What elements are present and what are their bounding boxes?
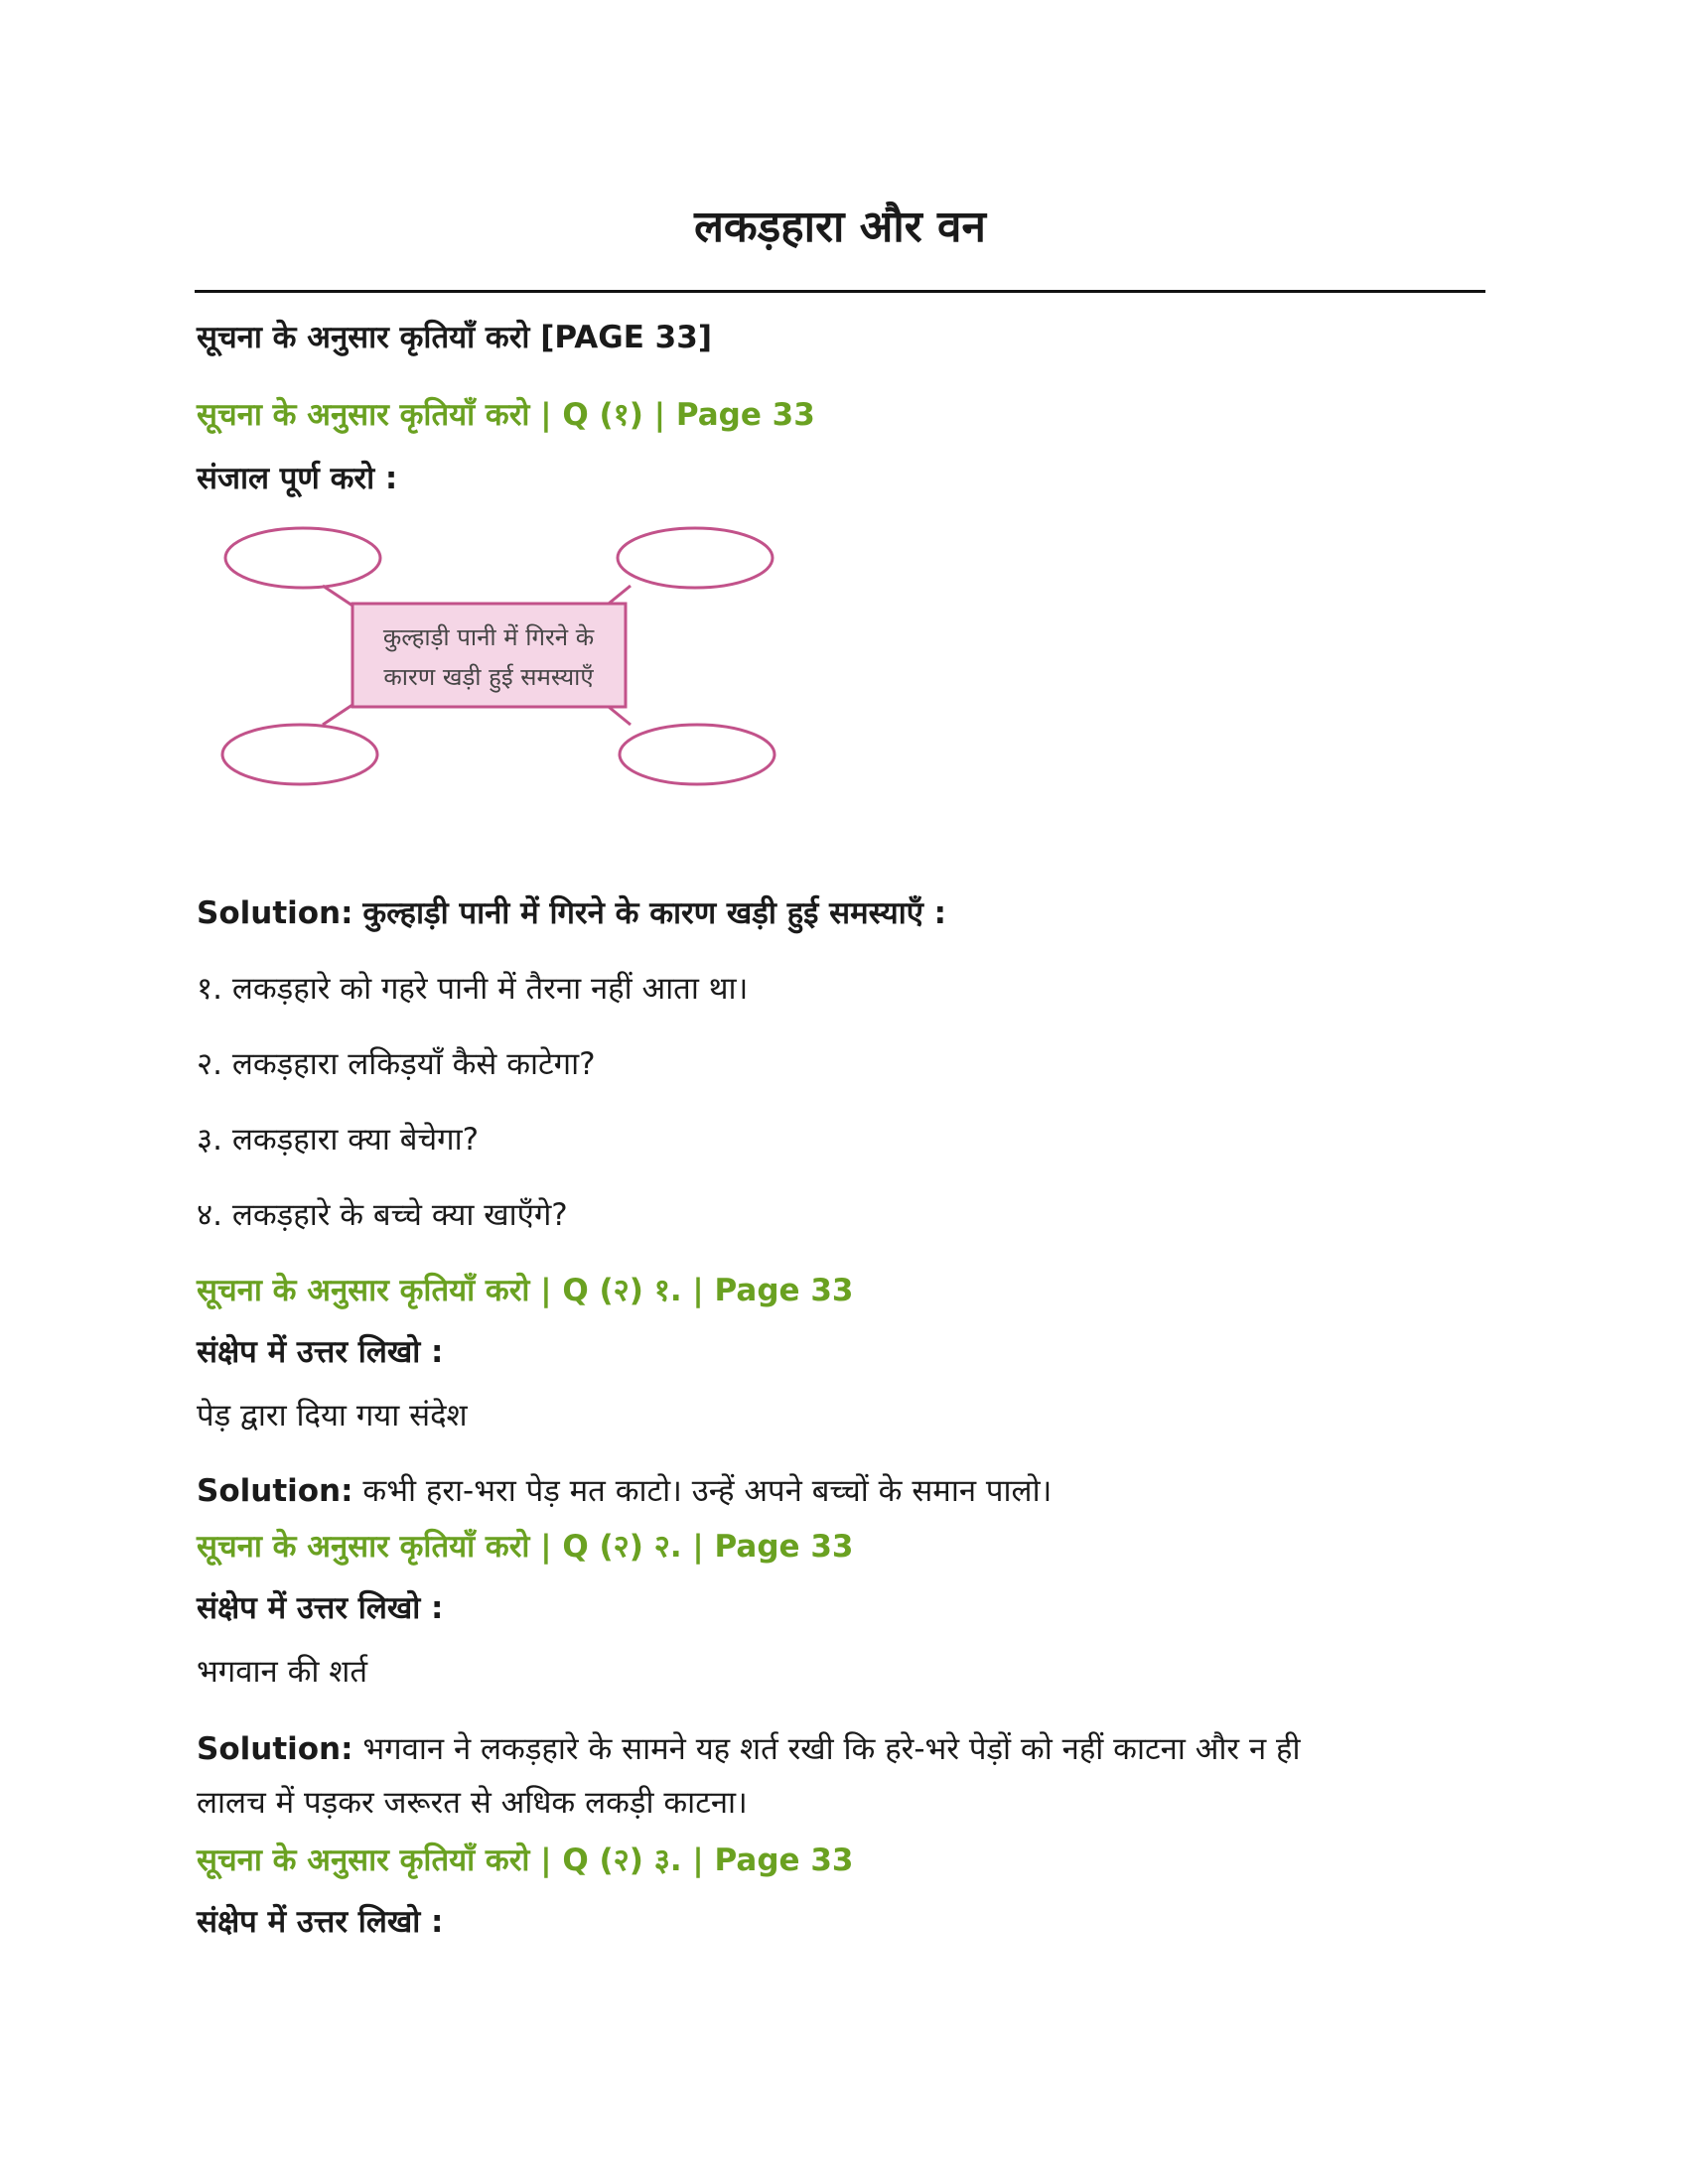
- q1-solution: [197, 893, 1487, 935]
- oval-bottom-left: [222, 725, 377, 784]
- oval-top-left: [225, 528, 380, 588]
- q2-1-solution: [197, 1471, 1487, 1513]
- q1-point-1: १. लकड़हारे को गहरे पानी में तैरना नहीं आता था।: [197, 971, 749, 1007]
- solution-text: कभी हरा-भरा पेड़ मत काटो। उन्हें अपने बच्चों के समान पालो।: [362, 1473, 1053, 1509]
- q2-2-heading: सूचना के अनुसार कृतियाँ करो | Q (२) २. | Page 33: [197, 1529, 854, 1565]
- section-heading: सूचना के अनुसार कृतियाँ करो [PAGE 33]: [197, 320, 712, 355]
- q2-2-question: भगवान की शर्त: [197, 1654, 368, 1690]
- q2-2-solution-line2: लालच में पड़कर जरूरत से अधिक लकड़ी काटना।: [197, 1785, 748, 1821]
- web-diagram: [209, 516, 804, 804]
- title-divider: [195, 290, 1485, 293]
- q2-1-instruction: संक्षेप में उत्तर लिखो :: [197, 1334, 444, 1370]
- q1-point-4: ४. लकड़हारे के बच्चे क्या खाएँगे?: [197, 1197, 568, 1233]
- q2-3-heading: सूचना के अनुसार कृतियाँ करो | Q (२) ३. | Page 33: [197, 1843, 854, 1878]
- q2-2-instruction: संक्षेप में उत्तर लिखो :: [197, 1590, 444, 1626]
- oval-top-right: [618, 528, 773, 588]
- q1-instruction: संजाल पूर्ण करो :: [197, 461, 398, 496]
- q2-3-instruction: संक्षेप में उत्तर लिखो :: [197, 1904, 444, 1940]
- q1-heading: सूचना के अनुसार कृतियाँ करो | Q (१) | Page 33: [197, 397, 815, 433]
- connector-bottom-left: [323, 703, 355, 725]
- connector-top-left: [323, 586, 355, 608]
- center-box-line2: कारण खड़ी हुई समस्याएँ: [383, 663, 594, 691]
- oval-bottom-right: [620, 725, 774, 784]
- page-title: लकड़हारा और वन: [694, 202, 986, 252]
- q2-1-question: पेड़ द्वारा दिया गया संदेश: [197, 1398, 468, 1433]
- solution-heading: कुल्हाड़ी पानी में गिरने के कारण खड़ी हुई समस्याएँ :: [362, 895, 947, 931]
- solution-label: Solution:: [197, 1473, 353, 1509]
- q1-point-3: ३. लकड़हारा क्या बेचेगा?: [197, 1122, 480, 1158]
- center-box-line1: कुल्हाड़ी पानी में गिरने के: [382, 623, 595, 651]
- q1-point-2: २. लकड़हारा लकिड़याँ कैसे काटेगा?: [197, 1046, 596, 1082]
- solution-text-line1: भगवान ने लकड़हारे के सामने यह शर्त रखी कि हरे-भरे पेड़ों को नहीं काटना और न ही: [362, 1731, 1301, 1767]
- solution-label: Solution:: [197, 1731, 353, 1767]
- center-box: [352, 604, 626, 707]
- solution-label: Solution:: [197, 895, 353, 931]
- q2-2-solution: [197, 1729, 1487, 1771]
- q2-1-heading: सूचना के अनुसार कृतियाँ करो | Q (२) १. | Page 33: [197, 1273, 854, 1308]
